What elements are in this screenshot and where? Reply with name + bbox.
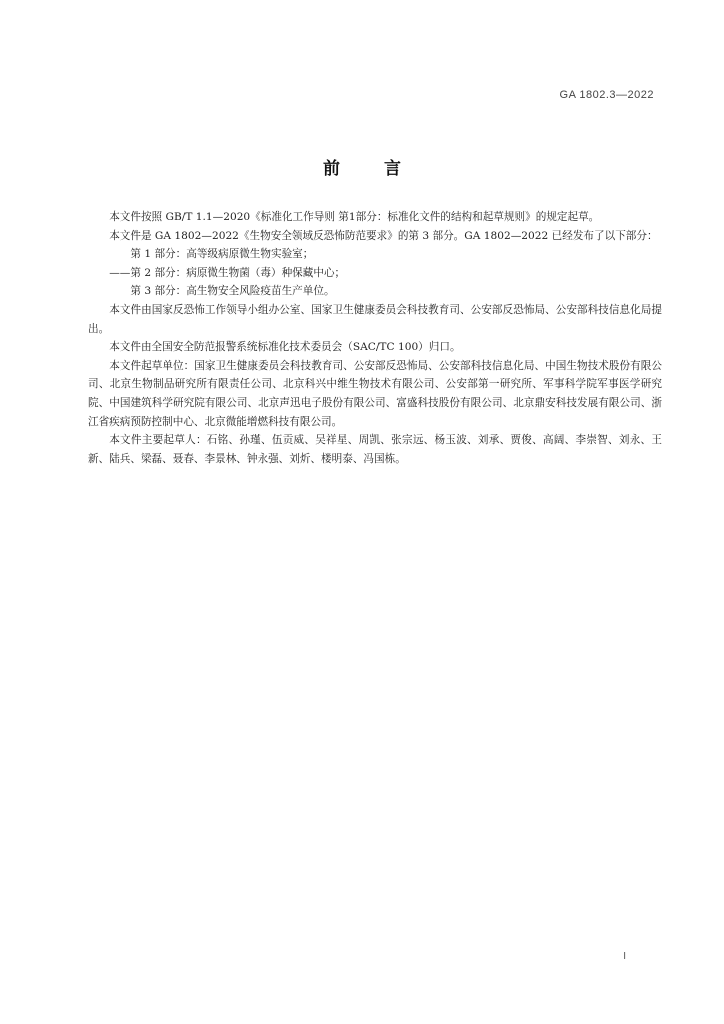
list-item-part-1: 第 1 部分：高等级病原微生物实验室； bbox=[130, 248, 314, 261]
paragraph-drafting-units: 本文件起草单位：国家卫生健康委员会科技教育司、公安部反恐怖局、公安部科技信息化局、中国生物技术股份有限公司、北京生物制品研究所有限责任公司、北京科兴中维生物技术有限公司、公安部第一研究所、军事科学院军事医学研究院、中国建筑科学研究院有限公司、北京声迅电子股份有限公司、富盛科技股份有限公司、北京鼎安科技发展有限公司、浙江省疾病预防控制中心、北京微能增燃科技有限公司。 bbox=[88, 359, 662, 428]
paragraph-committee: 本文件由全国安全防范报警系统标准化技术委员会（SAC/TC 100）归口。 bbox=[109, 341, 461, 354]
page-number: I bbox=[623, 951, 626, 962]
document-code: GA 1802.3—2022 bbox=[559, 89, 654, 101]
list-item-part-2: ——第 2 部分：病原微生物菌（毒）种保藏中心； bbox=[109, 266, 346, 279]
foreword-body bbox=[88, 208, 662, 468]
paragraph-proposer: 本文件由国家反恐怖工作领导小组办公室、国家卫生健康委员会科技教育司、公安部反恐怖局、公安部科技信息化局提出。 bbox=[88, 303, 662, 335]
page-title: 前言 bbox=[323, 159, 445, 179]
paragraph-drafters: 本文件主要起草人：石铭、孙瑾、伍贡威、吴祥星、周凯、张宗远、杨玉波、刘承、贾俊、高阔、李崇智、刘永、王新、陆兵、梁磊、聂春、李景林、钟永强、刘炘、楼明泰、冯国栋。 bbox=[88, 434, 662, 465]
paragraph-drafting-rules: 本文件按照 GB/T 1.1—2020《标准化工作导则 第1部分：标准化文件的结构和起草规则》的规定起草。 bbox=[109, 211, 600, 223]
paragraph-series-intro: 本文件是 GA 1802—2022《生物安全领域反恐怖防范要求》的第 3 部分。GA 1802—2022 已经发布了以下部分： bbox=[109, 229, 658, 242]
list-item-part-3: 第 3 部分：高生物安全风险疫苗生产单位。 bbox=[130, 285, 335, 298]
